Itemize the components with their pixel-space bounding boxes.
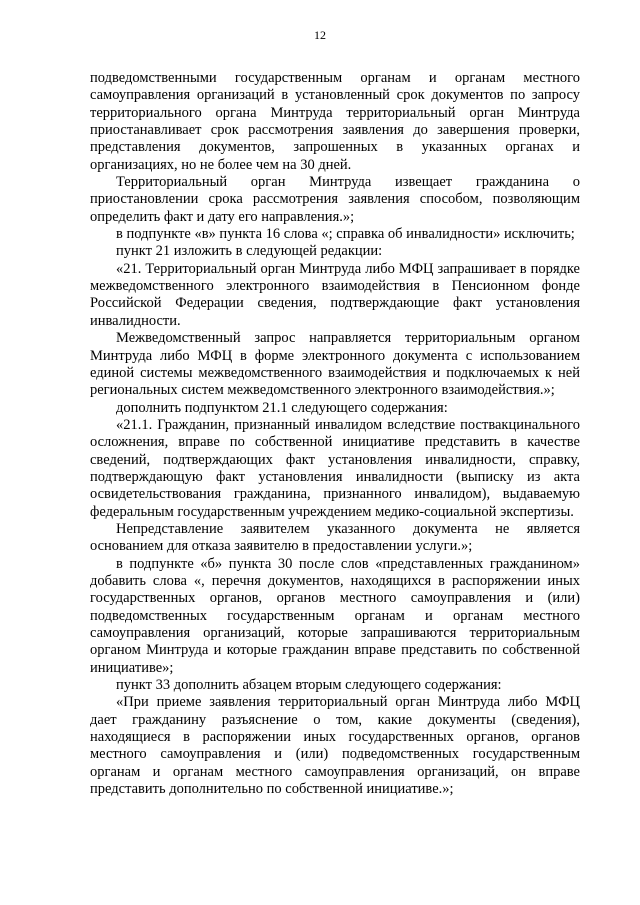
paragraph-3: в подпункте «в» пункта 16 слова «; справка об инвалидности» исключить; xyxy=(116,226,575,243)
paragraph-6: Межведомственный запрос направляется территориальным органом Минтруда либо МФЦ в форме электронного документа с использованием единой системы межведомственного взаимодействия и подключаемых к ней региональных систем межведомственного электронного взаимодействия.»; xyxy=(90,330,580,399)
paragraph-2: Территориальный орган Минтруда извещает гражданина о приостановлении срока рассмотрения заявления способом, позволяющим определить факт и дату его направления.»; xyxy=(90,174,580,225)
document-body xyxy=(90,70,580,798)
paragraph-9: Непредставление заявителем указанного документа не является основанием для отказа заявителю в предоставлении услуги.»; xyxy=(90,520,580,555)
paragraph-7: дополнить подпунктом 21.1 следующего содержания: xyxy=(116,399,448,416)
paragraph-10: в подпункте «б» пункта 30 после слов «представленных гражданином» добавить слова «, перечня документов, находящихся в распоряжении иных государственных органов, органов местного самоуправления и (или) подведомственных государственным органам и органам местного самоуправления организаций, которые запрашиваются территориальным органом Минтруда и которые гражданин вправе представить по собственной инициативе»; xyxy=(90,555,580,676)
paragraph-4: пункт 21 изложить в следующей редакции: xyxy=(116,243,383,260)
paragraph-12: «При приеме заявления территориальный орган Минтруда либо МФЦ дает гражданину разъяснение о том, какие документы (сведения), находящиеся в распоряжении иных государственных органов, органов местного самоуправления и (или) подведомственных государственным органам и органам местного самоуправления организаций, он вправе представить дополнительно по собственной инициативе.»; xyxy=(90,694,580,798)
paragraph-11: пункт 33 дополнить абзацем вторым следующего содержания: xyxy=(116,677,502,694)
paragraph-8: «21.1. Гражданин, признанный инвалидом вследствие поствакцинального осложнения, вправе по собственной инициативе представить в качестве сведений, подтверждающих факт установления инвалидности, справку, подтверждающую факт установления инвалидности (выписку из акта освидетельствования гражданина, признанного инвалидом), выдаваемую федеральным государственным учреждением медико-социальной экспертизы. xyxy=(90,416,580,520)
paragraph-5: «21. Территориальный орган Минтруда либо МФЦ запрашивает в порядке межведомственного электронного взаимодействия в Пенсионном фонде Российской Федерации сведения, подтверждающие факт установления инвалидности. xyxy=(90,260,580,329)
paragraph-1: подведомственными государственным органам и органам местного самоуправления организаций в установленный срок документов по запросу территориального органа Минтруда территориальный орган Минтруда приостанавливает срок рассмотрения заявления до завершения проверки, представления документов, запрошенных в указанных органах и организациях, но не более чем на 30 дней. xyxy=(90,70,580,173)
page-number: 12 xyxy=(314,28,326,42)
